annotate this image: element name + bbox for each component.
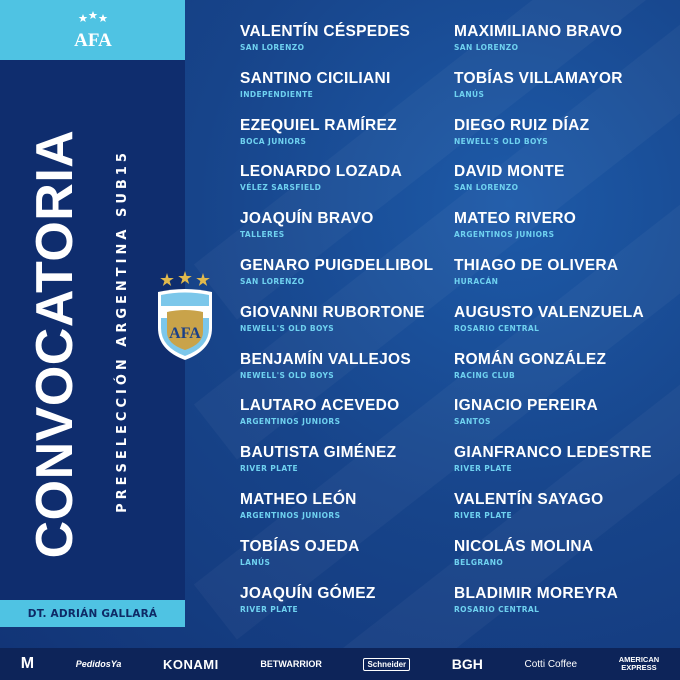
player-name: BAUTISTA GIMÉNEZ: [240, 444, 397, 462]
player-entry: [454, 443, 652, 490]
player-name: THIAGO DE OLIVERA: [454, 256, 619, 274]
player-entry: [454, 490, 652, 537]
player-entry: [240, 303, 433, 350]
player-club: NEWELL'S OLD BOYS: [240, 370, 335, 380]
player-entry: [240, 22, 433, 69]
player-name: TOBÍAS OJEDA: [240, 537, 360, 555]
player-name: MAXIMILIANO BRAVO: [454, 23, 623, 40]
player-name: GIANFRANCO LEDESTRE: [454, 444, 652, 462]
player-club: SAN LORENZO: [240, 276, 305, 286]
player-club: ROSARIO CENTRAL: [454, 323, 540, 333]
players-list-right: [454, 22, 652, 630]
schneider-logo: Schneider: [363, 658, 410, 671]
player-entry: [454, 350, 652, 397]
player-entry: [454, 162, 652, 209]
player-entry: [240, 584, 433, 631]
player-name: LEONARDO LOZADA: [240, 163, 403, 181]
player-name: TOBÍAS VILLAMAYOR: [454, 69, 623, 87]
sponsor-bar: [0, 648, 680, 680]
amex-line-2: EXPRESS: [621, 663, 657, 672]
afa-crest-icon: [152, 270, 218, 362]
player-club: ROSARIO CENTRAL: [454, 604, 540, 614]
player-entry: [454, 256, 652, 303]
player-entry: [454, 22, 652, 69]
player-name: VALENTÍN CÉSPEDES: [240, 23, 411, 40]
player-name: BENJAMÍN VALLEJOS: [240, 350, 412, 368]
player-name: MATEO RIVERO: [454, 210, 577, 228]
player-club: RIVER PLATE: [240, 464, 299, 474]
player-entry: [454, 537, 652, 584]
player-name: MATHEO LEÓN: [240, 490, 357, 508]
player-club: SAN LORENZO: [240, 43, 305, 52]
player-name: NICOLÁS MOLINA: [454, 537, 594, 555]
coach-label: DT. ADRIÁN GALLARÁ: [0, 600, 185, 627]
player-club: ARGENTINOS JUNIORS: [240, 417, 341, 427]
player-name: ROMÁN GONZÁLEZ: [454, 350, 607, 368]
player-club: RACING CLUB: [454, 370, 516, 380]
player-club: RIVER PLATE: [454, 510, 513, 520]
player-club: ARGENTINOS JUNIORS: [454, 230, 555, 240]
player-entry: [454, 303, 652, 350]
american-express-logo: [619, 656, 659, 672]
betwarrior-logo: BETWARRIOR: [260, 659, 322, 669]
player-club: LANÚS: [454, 89, 485, 99]
player-club: BELGRANO: [454, 557, 504, 567]
konami-logo: KONAMI: [163, 656, 219, 672]
player-name: GIOVANNI RUBORTONE: [240, 303, 425, 321]
player-entry: [240, 443, 433, 490]
page-title: CONVOCATORIA: [26, 129, 84, 559]
player-club: NEWELL'S OLD BOYS: [454, 136, 549, 146]
player-entry: [454, 209, 652, 256]
afa-logo-icon: [68, 8, 118, 54]
player-entry: [240, 537, 433, 584]
player-entry: [240, 396, 433, 443]
player-name: DAVID MONTE: [454, 163, 565, 181]
player-club: VÉLEZ SARSFIELD: [240, 183, 322, 193]
player-entry: [454, 69, 652, 116]
player-name: JOAQUÍN BRAVO: [240, 210, 374, 228]
players-list-left: [240, 22, 433, 630]
player-entry: [240, 162, 433, 209]
mcdonalds-logo: M: [20, 655, 35, 672]
player-entry: [454, 584, 652, 631]
player-club: SANTOS: [454, 417, 491, 427]
player-name: VALENTÍN SAYAGO: [454, 490, 604, 508]
player-name: AUGUSTO VALENZUELA: [454, 303, 644, 321]
player-name: DIEGO RUIZ DÍAZ: [454, 116, 590, 134]
player-entry: [240, 69, 433, 116]
player-entry: [454, 396, 652, 443]
player-club: TALLERES: [240, 230, 285, 240]
player-club: RIVER PLATE: [240, 604, 299, 614]
page-subtitle: PRESELECCIÓN ARGENTINA SUB15: [115, 149, 130, 513]
player-name: SANTINO CICILIANI: [240, 69, 391, 87]
player-name: BLADIMIR MOREYRA: [454, 584, 619, 602]
bgh-logo: BGH: [451, 656, 483, 672]
player-name: IGNACIO PEREIRA: [454, 397, 599, 415]
player-entry: [240, 490, 433, 537]
player-entry: [240, 350, 433, 397]
player-entry: [240, 256, 433, 303]
afa-logo-text: AFA: [74, 30, 112, 51]
pedidosya-logo: PedidosYa: [75, 659, 122, 669]
player-name: EZEQUIEL RAMÍREZ: [240, 116, 397, 134]
amex-line-1: AMERICAN: [618, 655, 660, 664]
player-club: SAN LORENZO: [454, 183, 519, 193]
crest-text: AFA: [169, 325, 201, 342]
player-club: LANÚS: [240, 557, 271, 567]
player-club: ARGENTINOS JUNIORS: [240, 510, 341, 520]
player-name: LAUTARO ACEVEDO: [240, 397, 400, 415]
player-club: RIVER PLATE: [454, 464, 513, 474]
player-club: INDEPENDIENTE: [240, 89, 314, 99]
player-entry: [454, 116, 652, 163]
player-club: NEWELL'S OLD BOYS: [240, 323, 335, 333]
player-name: GENARO PUIGDELLIBOL: [240, 256, 434, 274]
cotti-coffee-logo: Cotti Coffee: [524, 658, 578, 670]
player-name: JOAQUÍN GÓMEZ: [240, 584, 376, 602]
logo-band: [0, 0, 185, 60]
player-club: HURACÁN: [454, 276, 499, 286]
player-club: BOCA JUNIORS: [240, 136, 307, 146]
player-entry: [240, 116, 433, 163]
player-club: SAN LORENZO: [454, 43, 519, 52]
player-entry: [240, 209, 433, 256]
